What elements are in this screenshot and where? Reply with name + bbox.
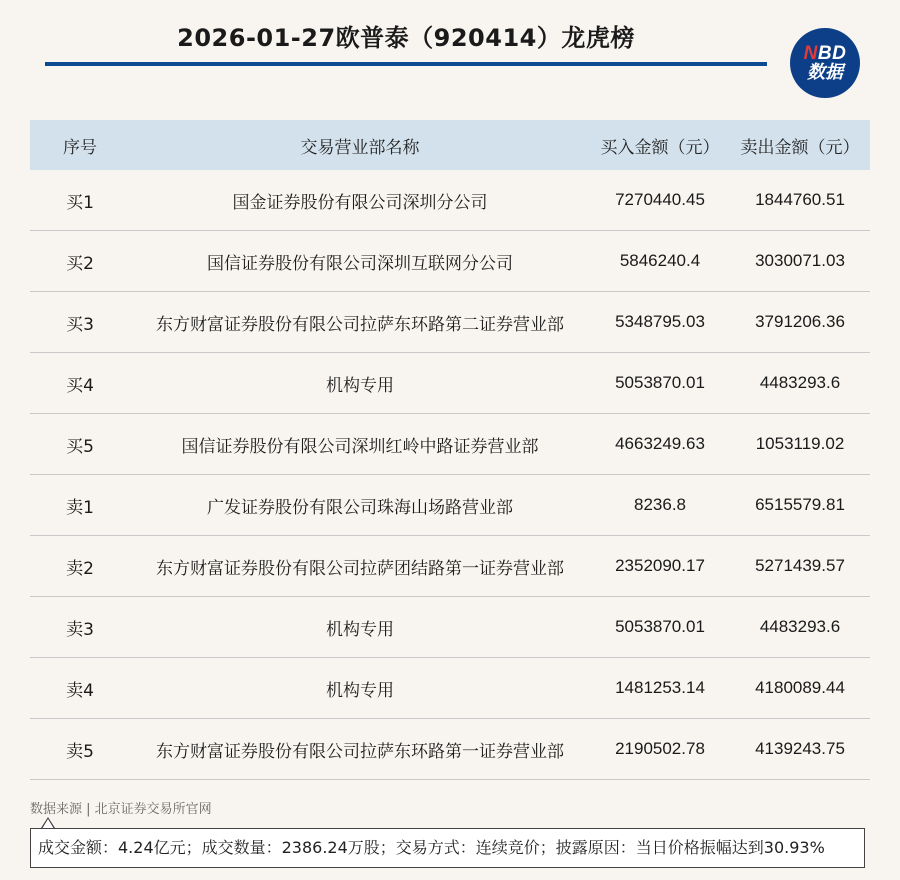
nbd-logo bbox=[790, 28, 860, 98]
logo-letter-n: N bbox=[803, 43, 818, 64]
row-sell-amount: 1053119.02 bbox=[730, 414, 870, 475]
table-row bbox=[30, 292, 870, 353]
row-branch-name: 广发证券股份有限公司珠海山场路营业部 bbox=[130, 475, 590, 536]
row-seq: 买4 bbox=[30, 353, 130, 414]
row-seq: 卖1 bbox=[30, 475, 130, 536]
dragon-tiger-table bbox=[30, 120, 870, 780]
col-header-buy: 买入金额（元） bbox=[590, 120, 730, 170]
row-seq: 买5 bbox=[30, 414, 130, 475]
row-sell-amount: 3030071.03 bbox=[730, 231, 870, 292]
row-branch-name: 国金证券股份有限公司深圳分公司 bbox=[130, 170, 590, 231]
row-buy-amount: 5348795.03 bbox=[590, 292, 730, 353]
logo-letters-bd: BD bbox=[817, 43, 847, 64]
row-seq: 卖3 bbox=[30, 597, 130, 658]
row-sell-amount: 3791206.36 bbox=[730, 292, 870, 353]
table-row bbox=[30, 170, 870, 231]
page-title: 2026-01-27欧普泰（920414）龙虎榜 bbox=[177, 24, 635, 52]
col-header-sell: 卖出金额（元） bbox=[730, 120, 870, 170]
col-header-seq: 序号 bbox=[30, 120, 130, 170]
table-header-row bbox=[30, 120, 870, 170]
table-row bbox=[30, 536, 870, 597]
row-branch-name: 东方财富证券股份有限公司拉萨东环路第一证券营业部 bbox=[130, 719, 590, 780]
row-branch-name: 机构专用 bbox=[130, 353, 590, 414]
row-seq: 卖5 bbox=[30, 719, 130, 780]
table-row bbox=[30, 353, 870, 414]
row-branch-name: 机构专用 bbox=[130, 658, 590, 719]
row-seq: 买3 bbox=[30, 292, 130, 353]
logo-text-data: 数据 bbox=[807, 62, 843, 83]
col-header-branch: 交易营业部名称 bbox=[130, 120, 590, 170]
row-buy-amount: 7270440.45 bbox=[590, 170, 730, 231]
row-seq: 卖2 bbox=[30, 536, 130, 597]
row-branch-name: 国信证券股份有限公司深圳红岭中路证券营业部 bbox=[130, 414, 590, 475]
row-sell-amount: 1844760.51 bbox=[730, 170, 870, 231]
table-row bbox=[30, 597, 870, 658]
row-buy-amount: 2352090.17 bbox=[590, 536, 730, 597]
row-buy-amount: 1481253.14 bbox=[590, 658, 730, 719]
row-seq: 买2 bbox=[30, 231, 130, 292]
row-sell-amount: 5271439.57 bbox=[730, 536, 870, 597]
table-row bbox=[30, 658, 870, 719]
row-sell-amount: 4180089.44 bbox=[730, 658, 870, 719]
table-row bbox=[30, 475, 870, 536]
row-branch-name: 东方财富证券股份有限公司拉萨团结路第一证券营业部 bbox=[130, 536, 590, 597]
row-seq: 买1 bbox=[30, 170, 130, 231]
row-buy-amount: 5053870.01 bbox=[590, 353, 730, 414]
row-buy-amount: 2190502.78 bbox=[590, 719, 730, 780]
row-buy-amount: 5846240.4 bbox=[590, 231, 730, 292]
table-row bbox=[30, 414, 870, 475]
data-source: 数据来源 | 北京证券交易所官网 bbox=[30, 802, 212, 817]
row-sell-amount: 4483293.6 bbox=[730, 597, 870, 658]
row-sell-amount: 4483293.6 bbox=[730, 353, 870, 414]
table-row bbox=[30, 231, 870, 292]
row-branch-name: 机构专用 bbox=[130, 597, 590, 658]
row-branch-name: 东方财富证券股份有限公司拉萨东环路第二证券营业部 bbox=[130, 292, 590, 353]
row-sell-amount: 6515579.81 bbox=[730, 475, 870, 536]
title-underline bbox=[45, 62, 767, 66]
trade-summary-note: 成交金额：4.24亿元；成交数量：2386.24万股；交易方式：连续竞价；披露原因：当日价格振幅达到30.93% bbox=[30, 828, 865, 868]
row-sell-amount: 4139243.75 bbox=[730, 719, 870, 780]
row-buy-amount: 8236.8 bbox=[590, 475, 730, 536]
row-buy-amount: 4663249.63 bbox=[590, 414, 730, 475]
row-buy-amount: 5053870.01 bbox=[590, 597, 730, 658]
table-row bbox=[30, 719, 870, 780]
row-branch-name: 国信证券股份有限公司深圳互联网分公司 bbox=[130, 231, 590, 292]
row-seq: 卖4 bbox=[30, 658, 130, 719]
